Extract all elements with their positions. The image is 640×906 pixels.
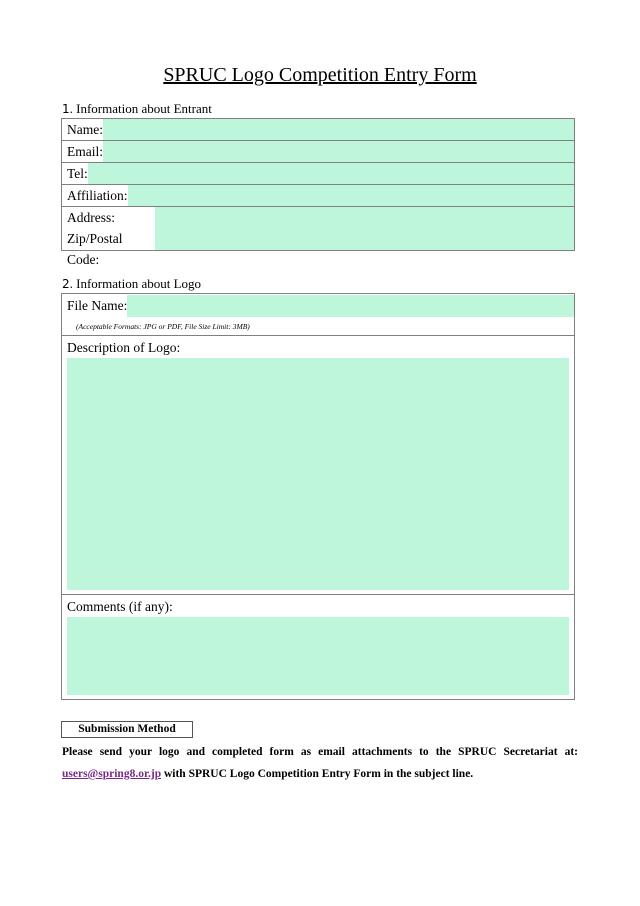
file-name-label: File Name: — [67, 298, 128, 313]
tel-label: Tel: — [67, 166, 88, 181]
address-field[interactable] — [155, 207, 574, 250]
email-label: Email: — [67, 144, 103, 159]
submission-heading: Submission Method — [61, 721, 193, 738]
affiliation-label: Affiliation: — [67, 188, 128, 203]
section-1-heading: 1. Information about Entrant — [62, 101, 212, 116]
name-label: Name: — [67, 122, 103, 137]
logo-table — [61, 293, 575, 700]
zip-label: Zip/Postal Code: — [67, 231, 123, 267]
section-2-heading: 2. Information about Logo — [62, 276, 202, 291]
page-title: SPRUC Logo Competition Entry Form — [163, 64, 477, 86]
email-field[interactable] — [103, 141, 574, 162]
submission-line-1: Please send your logo and completed form as email attachments to the SPRUC Secretariat at: — [62, 746, 578, 758]
description-field[interactable] — [67, 358, 569, 590]
entrant-table — [61, 118, 575, 267]
tel-field[interactable] — [88, 163, 574, 184]
comments-field[interactable] — [67, 617, 569, 695]
formats-note: (Acceptable Formats: JPG or PDF, File Size Limit: 3MB) — [76, 322, 250, 331]
affiliation-field[interactable] — [128, 185, 575, 206]
name-field[interactable] — [103, 119, 574, 140]
description-label: Description of Logo: — [67, 340, 181, 355]
submission-line-2: users@spring8.or.jp with SPRUC Logo Competition Entry Form in the subject line. — [62, 768, 474, 780]
address-label: Address: — [67, 210, 115, 225]
email-link[interactable]: users@spring8.or.jp — [62, 768, 162, 780]
file-name-field[interactable] — [127, 295, 574, 317]
comments-label: Comments (if any): — [67, 599, 173, 614]
